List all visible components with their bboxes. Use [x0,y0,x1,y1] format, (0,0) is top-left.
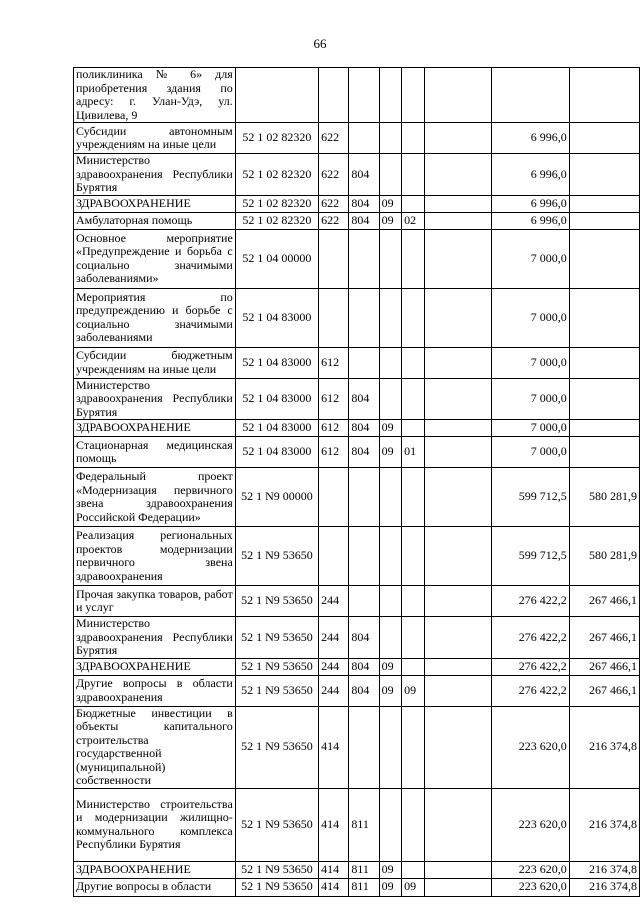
row-name: Министерство здравоохранения Республики Бурятия [74,154,236,196]
row-grbs: 804 [349,378,379,420]
row-grbs [349,229,379,288]
row-sum-1 [424,675,492,706]
row-sum-2: 7 000,0 [492,437,570,468]
row-sum-3 [569,288,639,347]
row-name: Субсидии бюджетным учреждениям на иные цели [74,347,236,378]
row-name: Другие вопросы в области [74,878,236,896]
row-pr [402,154,424,196]
row-sum-1 [424,586,492,617]
row-vr: 414 [319,706,349,788]
row-code: 52 1 N9 53650 [235,706,318,788]
row-grbs [349,288,379,347]
row-grbs: 804 [349,420,379,437]
row-sum-1 [424,617,492,659]
table-row [74,617,640,659]
table-row [74,658,640,675]
row-sum-2: 6 996,0 [492,123,570,154]
row-grbs: 811 [349,788,379,861]
row-sum-2: 276 422,2 [492,586,570,617]
row-vr: 414 [319,788,349,861]
row-name: Субсидии автономным учреждениям на иные цели [74,123,236,154]
row-name: Министерство здравоохранения Республики Бурятия [74,378,236,420]
row-sum-1 [424,288,492,347]
row-name: ЗДРАВООХРАНЕНИЕ [74,658,236,675]
row-code: 52 1 N9 53650 [235,586,318,617]
row-code: 52 1 N9 53650 [235,788,318,861]
row-grbs [349,347,379,378]
row-code: 52 1 04 83000 [235,437,318,468]
row-pr [402,229,424,288]
row-vr: 244 [319,675,349,706]
row-grbs [349,527,379,586]
row-code: 52 1 04 83000 [235,347,318,378]
row-code: 52 1 04 83000 [235,288,318,347]
row-sum-1 [424,420,492,437]
row-vr: 244 [319,658,349,675]
row-rz: 09 [379,195,401,212]
row-code: 52 1 04 83000 [235,378,318,420]
table-row [74,378,640,420]
table-row [74,468,640,527]
row-grbs: 804 [349,617,379,659]
table-row [74,878,640,896]
row-rz [379,468,401,527]
row-name: Министерство строительства и модернизации жилищно-коммунального комплекса Республики Бурятия [74,788,236,861]
row-grbs: 804 [349,195,379,212]
row-grbs [349,68,379,123]
row-sum-3 [569,437,639,468]
row-rz [379,617,401,659]
row-sum-2: 7 000,0 [492,378,570,420]
row-code [235,68,318,123]
row-sum-3: 216 374,8 [569,861,639,878]
row-rz [379,378,401,420]
row-grbs: 804 [349,437,379,468]
row-sum-1 [424,861,492,878]
table-row [74,861,640,878]
row-sum-2: 599 712,5 [492,468,570,527]
row-vr: 622 [319,212,349,229]
row-grbs: 811 [349,861,379,878]
row-sum-1 [424,123,492,154]
row-pr [402,706,424,788]
row-rz: 09 [379,420,401,437]
table-row [74,675,640,706]
row-sum-3 [569,420,639,437]
row-grbs [349,468,379,527]
table-row [74,212,640,229]
row-name: Министерство здравоохранения Республики Бурятия [74,617,236,659]
row-pr [402,861,424,878]
row-pr [402,68,424,123]
row-sum-2: 7 000,0 [492,420,570,437]
row-pr [402,378,424,420]
row-pr [402,658,424,675]
table-body [74,68,640,897]
row-sum-1 [424,378,492,420]
row-sum-3: 216 374,8 [569,878,639,896]
row-sum-2: 276 422,2 [492,675,570,706]
row-code: 52 1 02 82320 [235,154,318,196]
row-name: ЗДРАВООХРАНЕНИЕ [74,420,236,437]
row-sum-3 [569,229,639,288]
row-name: Амбулаторная помощь [74,212,236,229]
row-sum-3 [569,195,639,212]
row-sum-3 [569,154,639,196]
row-sum-3 [569,123,639,154]
row-sum-3: 580 281,9 [569,527,639,586]
row-pr: 09 [402,878,424,896]
row-pr [402,123,424,154]
row-sum-3 [569,378,639,420]
row-pr: 09 [402,675,424,706]
row-code: 52 1 N9 53650 [235,675,318,706]
row-sum-2: 223 620,0 [492,788,570,861]
row-sum-3: 216 374,8 [569,706,639,788]
table-row [74,229,640,288]
row-code: 52 1 04 00000 [235,229,318,288]
row-vr: 612 [319,437,349,468]
row-pr [402,617,424,659]
row-sum-3: 267 466,1 [569,586,639,617]
table-row [74,437,640,468]
table-row [74,527,640,586]
row-grbs: 804 [349,212,379,229]
table-row [74,586,640,617]
row-pr [402,586,424,617]
row-rz [379,123,401,154]
row-name: Основное мероприятие «Предупреждение и борьба с социально значимыми заболеваниями» [74,229,236,288]
table-row [74,706,640,788]
row-code: 52 1 N9 53650 [235,861,318,878]
row-vr: 612 [319,420,349,437]
row-code: 52 1 N9 53650 [235,527,318,586]
row-sum-3: 267 466,1 [569,658,639,675]
row-sum-1 [424,437,492,468]
row-name: Реализация региональных проектов модернизации первичного звена здравоохранения [74,527,236,586]
row-sum-2: 223 620,0 [492,878,570,896]
row-code: 52 1 N9 00000 [235,468,318,527]
row-sum-1 [424,788,492,861]
row-pr [402,527,424,586]
row-vr [319,527,349,586]
row-sum-2: 599 712,5 [492,527,570,586]
table-row [74,420,640,437]
row-pr [402,468,424,527]
row-rz: 09 [379,212,401,229]
row-pr: 02 [402,212,424,229]
row-sum-2: 223 620,0 [492,706,570,788]
row-vr: 414 [319,878,349,896]
row-sum-1 [424,212,492,229]
row-vr [319,229,349,288]
row-vr: 244 [319,617,349,659]
row-rz: 09 [379,437,401,468]
row-rz [379,788,401,861]
row-code: 52 1 N9 53650 [235,658,318,675]
row-code: 52 1 02 82320 [235,123,318,154]
table-row [74,154,640,196]
row-rz: 09 [379,675,401,706]
row-name: Другие вопросы в области здравоохранения [74,675,236,706]
row-sum-3: 216 374,8 [569,788,639,861]
row-grbs: 804 [349,675,379,706]
row-vr: 622 [319,154,349,196]
row-grbs [349,706,379,788]
row-sum-1 [424,347,492,378]
row-vr [319,468,349,527]
row-sum-1 [424,468,492,527]
row-grbs: 804 [349,154,379,196]
row-sum-2: 7 000,0 [492,347,570,378]
row-sum-2: 276 422,2 [492,658,570,675]
row-sum-1 [424,195,492,212]
row-code: 52 1 N9 53650 [235,878,318,896]
row-sum-2 [492,68,570,123]
row-vr: 612 [319,378,349,420]
row-sum-2: 276 422,2 [492,617,570,659]
row-code: 52 1 04 83000 [235,420,318,437]
table-row [74,68,640,123]
table-row [74,123,640,154]
row-sum-1 [424,658,492,675]
row-sum-2: 6 996,0 [492,154,570,196]
row-name: Мероприятия по предупреждению и борьбе с социально значимыми заболеваниями [74,288,236,347]
row-name: ЗДРАВООХРАНЕНИЕ [74,195,236,212]
row-rz [379,706,401,788]
row-code: 52 1 02 82320 [235,195,318,212]
row-rz: 09 [379,878,401,896]
row-rz [379,68,401,123]
row-name: Бюджетные инвестиции в объекты капитального строительства государственной (муниципальной) собственности [74,706,236,788]
row-grbs [349,586,379,617]
row-sum-3 [569,212,639,229]
row-name: Федеральный проект «Модернизация первичного звена здравоохранения Российской Федерации» [74,468,236,527]
row-name: поликлиника № 6» для приобретения здания по адресу: г. Улан-Удэ, ул. Цивилева, 9 [74,68,236,123]
row-sum-3: 267 466,1 [569,675,639,706]
row-vr: 414 [319,861,349,878]
row-rz: 09 [379,861,401,878]
row-rz [379,154,401,196]
row-sum-2: 7 000,0 [492,229,570,288]
row-vr: 622 [319,123,349,154]
row-pr [402,347,424,378]
table-row [74,347,640,378]
row-rz [379,586,401,617]
row-rz [379,347,401,378]
row-code: 52 1 N9 53650 [235,617,318,659]
row-pr: 01 [402,437,424,468]
row-code: 52 1 02 82320 [235,212,318,229]
row-sum-2: 6 996,0 [492,212,570,229]
row-rz [379,527,401,586]
row-grbs: 804 [349,658,379,675]
row-grbs [349,123,379,154]
row-rz: 09 [379,658,401,675]
row-sum-1 [424,878,492,896]
row-sum-3 [569,347,639,378]
table-row [74,195,640,212]
row-pr [402,288,424,347]
row-pr [402,195,424,212]
row-sum-1 [424,527,492,586]
row-sum-1 [424,154,492,196]
row-grbs: 811 [349,878,379,896]
row-vr: 612 [319,347,349,378]
row-rz [379,229,401,288]
row-name: Стационарная медицинская помощь [74,437,236,468]
row-vr [319,288,349,347]
row-name: Прочая закупка товаров, работ и услуг [74,586,236,617]
row-sum-3: 580 281,9 [569,468,639,527]
row-sum-1 [424,229,492,288]
row-pr [402,420,424,437]
row-sum-2: 223 620,0 [492,861,570,878]
row-vr: 244 [319,586,349,617]
row-name: ЗДРАВООХРАНЕНИЕ [74,861,236,878]
row-sum-1 [424,706,492,788]
row-sum-2: 6 996,0 [492,195,570,212]
row-sum-2: 7 000,0 [492,288,570,347]
row-pr [402,788,424,861]
row-sum-1 [424,68,492,123]
row-vr [319,68,349,123]
table-row [74,288,640,347]
row-rz [379,288,401,347]
row-sum-3 [569,68,639,123]
table-row [74,788,640,861]
page-number: 66 [313,36,327,51]
budget-table [73,67,640,897]
row-vr: 622 [319,195,349,212]
row-sum-3: 267 466,1 [569,617,639,659]
